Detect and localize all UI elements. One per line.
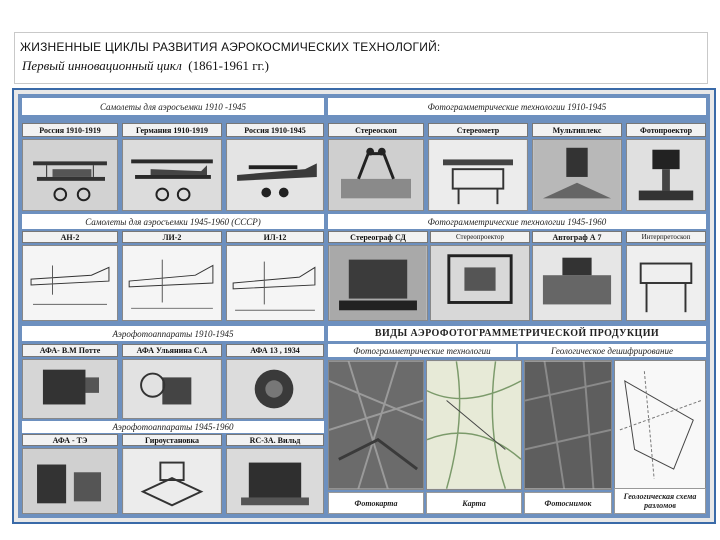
gyro-image	[122, 448, 222, 514]
subtitle-years: (1861-1961 гг.)	[188, 58, 269, 73]
header-photogrammetry-1945: Фотограмметрические технологии 1945-1960	[328, 214, 706, 229]
label-gyro: Гироустановка	[122, 434, 222, 446]
geo-scheme-image	[614, 360, 706, 490]
header-cameras-1910: Аэрофотоаппараты 1910-1945	[22, 326, 324, 341]
label-interpretoscope: Интерпретоскоп	[626, 231, 706, 243]
header-cameras-1945: Аэрофотоаппараты 1945-1960	[22, 421, 324, 433]
il12-blueprint-image	[226, 245, 324, 321]
label-an2: АН-2	[22, 231, 118, 243]
poster	[12, 88, 716, 524]
photo-image	[524, 360, 612, 490]
afa-13-image	[226, 359, 324, 419]
label-rc3a: RC-3А. Вильд	[226, 434, 324, 446]
label-photoprojector: Фотопроектор	[626, 123, 706, 137]
label-stereograph: Стереограф СД	[328, 231, 428, 243]
slide-subtitle	[22, 58, 269, 74]
label-li2: ЛИ-2	[122, 231, 222, 243]
label-stereoscope: Стереоскоп	[328, 123, 424, 137]
label-multiplex: Мультиплекс	[532, 123, 622, 137]
autograph-image	[532, 245, 622, 321]
caption-map: Карта	[426, 492, 522, 514]
plane-russia-image	[226, 139, 324, 211]
stereoscope-image	[328, 139, 424, 211]
header-planes-1945: Самолеты для аэросъемки 1945-1960 (СССР)	[22, 214, 324, 229]
biplane-germany-image	[122, 139, 222, 211]
rc3a-image	[226, 448, 324, 514]
photomap-image	[328, 360, 424, 490]
label-russia-1945: Россия 1910-1945	[226, 123, 324, 137]
label-afa-te: АФА - ТЭ	[22, 434, 118, 446]
caption-geo-scheme: Геологическая схема разломов	[614, 488, 706, 514]
label-russia-1910: Россия 1910-1919	[22, 123, 118, 137]
label-afa-potte: АФА- В.М Потте	[22, 344, 118, 357]
stereometer-image	[428, 139, 528, 211]
header-photogrammetric-tech: Фотограмметрические технологии	[328, 344, 516, 357]
multiplex-image	[532, 139, 622, 211]
caption-photo: Фотоснимок	[524, 492, 612, 514]
slide-title: ЖИЗНЕННЫЕ ЦИКЛЫ РАЗВИТИЯ АЭРОКОСМИЧЕСКИХ ТЕХНОЛОГИЙ:	[20, 40, 441, 54]
photoprojector-image	[626, 139, 706, 211]
subtitle-text: Первый инновационный цикл	[22, 58, 182, 73]
stereoprojector-image	[430, 245, 530, 321]
label-stereoprojector: Стереопроектор	[430, 231, 530, 243]
label-stereometer: Стереометр	[428, 123, 528, 137]
label-il12: ИЛ-12	[226, 231, 324, 243]
label-germany-1910: Германия 1910-1919	[122, 123, 222, 137]
header-photogrammetry-1910: Фотограмметрические технологии 1910-1945	[328, 98, 706, 115]
caption-photomap: Фотокарта	[328, 492, 424, 514]
label-autograph: Автограф А 7	[532, 231, 622, 243]
afa-ulyanin-image	[122, 359, 222, 419]
afa-te-image	[22, 448, 118, 514]
an2-blueprint-image	[22, 245, 118, 321]
li2-blueprint-image	[122, 245, 222, 321]
map-image	[426, 360, 522, 490]
stereograph-image	[328, 245, 428, 321]
interpretoscope-image	[626, 245, 706, 321]
afa-potte-image	[22, 359, 118, 419]
header-products: ВИДЫ АЭРОФОТОГРАММЕТРИЧЕСКОЙ ПРОДУКЦИИ	[328, 326, 706, 341]
label-afa-ulyanin: АФА Ульянина С.А	[122, 344, 222, 357]
biplane-russia-image	[22, 139, 118, 211]
header-planes-1910: Самолеты для аэросъемки 1910 -1945	[22, 98, 324, 115]
header-geologic-interpretation: Геологическое дешифрирование	[518, 344, 706, 357]
label-afa-13: АФА 13 , 1934	[226, 344, 324, 357]
